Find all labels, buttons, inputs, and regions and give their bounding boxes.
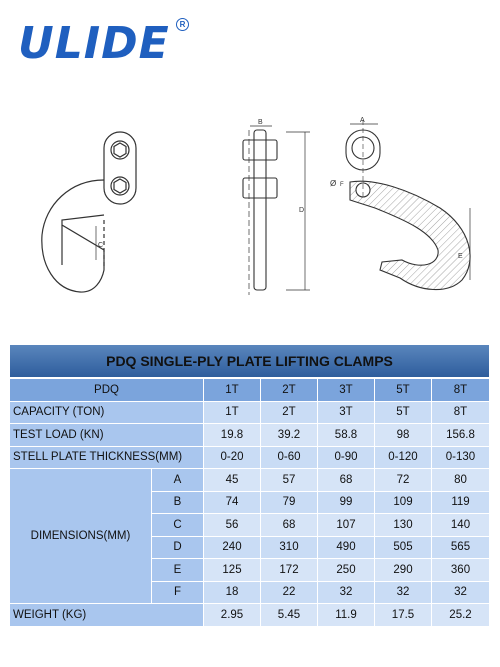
table-cell: 240 <box>204 537 261 560</box>
table-cell: 140 <box>432 514 490 537</box>
dimensions-label: DIMENSIONS(MM) <box>10 469 152 604</box>
dimension-key: A <box>152 469 204 492</box>
table-cell: 80 <box>432 469 490 492</box>
section-view-phi-label: Ø <box>330 179 337 188</box>
table-cell: 3T <box>318 402 375 425</box>
table-cell: 18 <box>204 582 261 605</box>
dimension-key: D <box>152 537 204 560</box>
table-cell: 32 <box>432 582 490 605</box>
header-col: 2T <box>261 379 318 402</box>
table-title: PDQ SINGLE-PLY PLATE LIFTING CLAMPS <box>10 345 490 379</box>
table-header-row <box>10 379 490 402</box>
table-cell: 11.9 <box>318 604 375 627</box>
technical-drawing <box>0 100 500 310</box>
table-cell: 0-60 <box>261 447 318 470</box>
test-load-label: TEST LOAD (KN) <box>10 424 204 447</box>
side-view-b-label: B <box>258 119 263 126</box>
front-view <box>42 132 136 292</box>
table-cell: 19.8 <box>204 424 261 447</box>
weight-label: WEIGHT (KG) <box>10 604 204 627</box>
table-cell: 8T <box>432 402 490 425</box>
table-cell: 17.5 <box>375 604 432 627</box>
table-cell: 505 <box>375 537 432 560</box>
table-cell: 32 <box>375 582 432 605</box>
side-view-d-label: D <box>299 207 305 214</box>
table-cell: 2T <box>261 402 318 425</box>
table-cell: 565 <box>432 537 490 560</box>
table-cell: 68 <box>261 514 318 537</box>
side-view-bottom-bolt <box>243 178 277 198</box>
header-col: 5T <box>375 379 432 402</box>
dimension-key: B <box>152 492 204 515</box>
table-cell: 98 <box>375 424 432 447</box>
table-cell: 56 <box>204 514 261 537</box>
table-cell: 360 <box>432 559 490 582</box>
capacity-label: CAPACITY (TON) <box>10 402 204 425</box>
specification-table <box>10 345 490 627</box>
table-cell: 125 <box>204 559 261 582</box>
thickness-label: STELL PLATE THICKNESS(MM) <box>10 447 204 470</box>
table-cell: 130 <box>375 514 432 537</box>
table-cell: 172 <box>261 559 318 582</box>
table-cell: 39.2 <box>261 424 318 447</box>
table-cell: 22 <box>261 582 318 605</box>
side-view-top-bolt <box>243 140 277 160</box>
table-cell: 57 <box>261 469 318 492</box>
front-view-lower-nut <box>114 179 126 193</box>
weight-row <box>10 604 490 627</box>
table-cell: 79 <box>261 492 318 515</box>
table-cell: 0-130 <box>432 447 490 470</box>
dimension-row-a <box>10 469 490 492</box>
thickness-row <box>10 447 490 470</box>
section-view-e-label: E <box>458 253 463 260</box>
front-view-upper-nut <box>114 143 126 157</box>
table-cell: 58.8 <box>318 424 375 447</box>
table-cell: 0-120 <box>375 447 432 470</box>
table-cell: 5T <box>375 402 432 425</box>
front-view-hook-body <box>42 180 104 292</box>
section-view-hook <box>350 181 470 289</box>
table-cell: 0-90 <box>318 447 375 470</box>
table-cell: 2.95 <box>204 604 261 627</box>
dimension-key: F <box>152 582 204 605</box>
table-cell: 1T <box>204 402 261 425</box>
header-col: 3T <box>318 379 375 402</box>
table-cell: 45 <box>204 469 261 492</box>
test-load-row <box>10 424 490 447</box>
table-cell: 250 <box>318 559 375 582</box>
table-cell: 490 <box>318 537 375 560</box>
header-col: 8T <box>432 379 490 402</box>
section-view <box>346 120 470 290</box>
table-cell: 290 <box>375 559 432 582</box>
table-cell: 109 <box>375 492 432 515</box>
section-view-a-label: A <box>360 117 365 124</box>
dimension-key: C <box>152 514 204 537</box>
side-view-plate <box>254 130 266 290</box>
table-cell: 68 <box>318 469 375 492</box>
table-cell: 0-20 <box>204 447 261 470</box>
section-view-f-label: F <box>340 182 344 188</box>
dimension-key: E <box>152 559 204 582</box>
table-cell: 25.2 <box>432 604 490 627</box>
table-cell: 99 <box>318 492 375 515</box>
table-cell: 310 <box>261 537 318 560</box>
front-view-c-label: C <box>98 242 104 249</box>
table-cell: 156.8 <box>432 424 490 447</box>
brand-logo: ULIDE <box>18 18 170 69</box>
registered-mark: R <box>176 18 189 31</box>
table-cell: 5.45 <box>261 604 318 627</box>
capacity-row <box>10 402 490 425</box>
header-label: PDQ <box>10 379 204 402</box>
header-col: 1T <box>204 379 261 402</box>
table-cell: 32 <box>318 582 375 605</box>
table-cell: 72 <box>375 469 432 492</box>
table-cell: 74 <box>204 492 261 515</box>
table-cell: 107 <box>318 514 375 537</box>
table-cell: 119 <box>432 492 490 515</box>
